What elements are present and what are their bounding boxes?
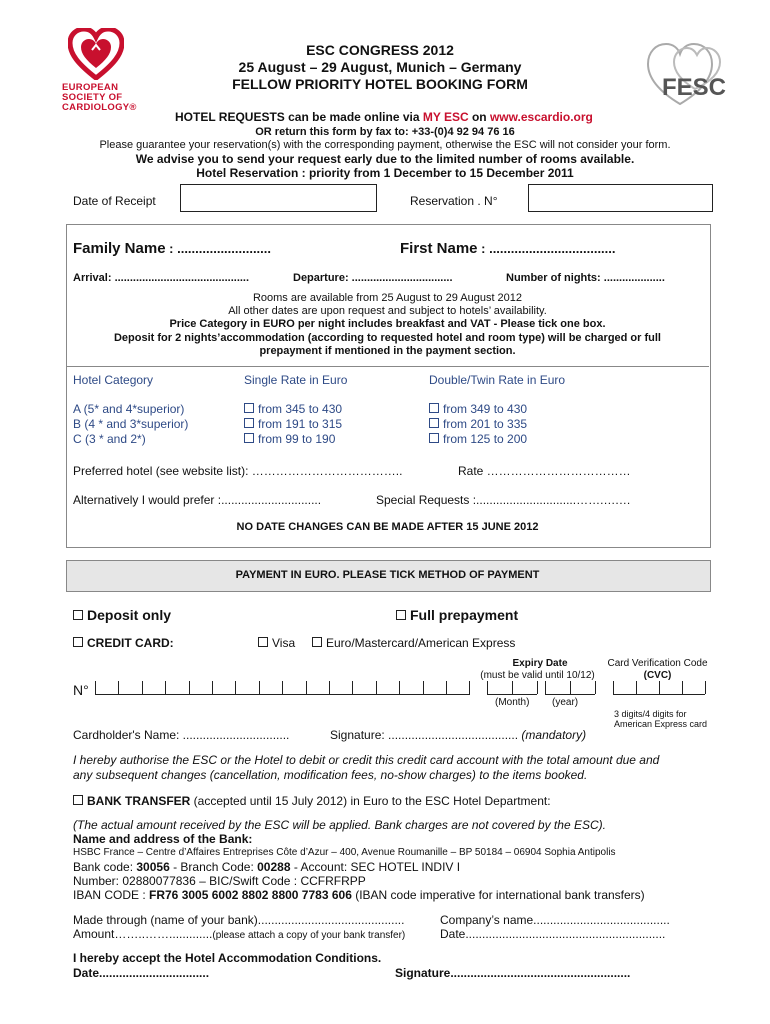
- digit-divider: [613, 681, 614, 694]
- checkbox-icon[interactable]: [244, 433, 254, 443]
- digit-divider: [235, 681, 236, 694]
- preferred-hotel-field[interactable]: Preferred hotel (see website list): ………………………………..: [73, 464, 403, 478]
- double-rate-c[interactable]: from 125 to 200: [429, 432, 527, 447]
- iban-line: IBAN CODE : FR76 3005 6002 8802 8800 7783 606 (IBAN code imperative for international bank transfers): [73, 888, 645, 902]
- bank-code-line: Bank code: 30056 - Branch Code: 00288 - Account: SEC HOTEL INDIV I: [73, 860, 461, 874]
- digit-divider: [512, 681, 513, 694]
- bank-address: HSBC France – Centre d’Affaires Entreprises Côte d’Azur – 400, Avenue Roumanille – BP 50184 – 06904 Sophia Antipolis: [73, 847, 616, 858]
- col-header-single: Single Rate in Euro: [244, 373, 348, 387]
- col-header-double: Double/Twin Rate in Euro: [429, 373, 566, 387]
- price-category: Price Category in EURO per night includes breakfast and VAT - Please tick one box.: [169, 318, 606, 330]
- arrival-field[interactable]: Arrival: ............................................: [73, 272, 250, 284]
- header-form-title: FELLOW PRIORITY HOTEL BOOKING FORM: [232, 76, 528, 92]
- digit-divider: [165, 681, 166, 694]
- digit-divider: [423, 681, 424, 694]
- card-number-label: N°: [73, 682, 89, 698]
- single-rate-a[interactable]: from 345 to 430: [244, 402, 342, 417]
- checkbox-icon[interactable]: [73, 637, 83, 647]
- cvc-field[interactable]: [613, 694, 705, 695]
- digit-divider: [376, 681, 377, 694]
- expiry-date-label: Expiry Date: [512, 658, 568, 669]
- payment-title: PAYMENT IN EURO. PLEASE TICK METHOD OF PAYMENT: [235, 569, 540, 581]
- signature-field[interactable]: Signature: ....................................... (mandatory): [330, 728, 587, 742]
- visa-option[interactable]: Visa: [258, 636, 295, 650]
- month-label: (Month): [495, 697, 530, 708]
- cvc-abbr: (CVC): [643, 670, 672, 681]
- digit-divider: [659, 681, 660, 694]
- digit-divider: [705, 681, 706, 694]
- nights-field[interactable]: Number of nights: ....................: [506, 272, 665, 284]
- accept-conditions: I hereby accept the Hotel Accommodation Conditions.: [73, 951, 382, 965]
- checkbox-icon[interactable]: [429, 403, 439, 413]
- guarantee-line: Please guarantee your reservation(s) with the corresponding payment, otherwise the ESC will not consider your form.: [99, 139, 671, 151]
- digit-divider: [212, 681, 213, 694]
- digit-divider: [329, 681, 330, 694]
- deposit-only-option[interactable]: Deposit only: [73, 607, 171, 623]
- year-label: (year): [552, 697, 579, 708]
- date-of-receipt-field[interactable]: [180, 184, 377, 212]
- bank-transfer-option[interactable]: BANK TRANSFER (accepted until 15 July 2012) in Euro to the ESC Hotel Department:: [73, 794, 551, 808]
- header-dates: 25 August – 29 August, Munich – Germany: [238, 59, 522, 75]
- checkbox-icon[interactable]: [73, 795, 83, 805]
- digit-divider: [469, 681, 470, 694]
- alternative-hotel-field[interactable]: Alternatively I would prefer :..............................: [73, 493, 322, 507]
- advise-line: We advise you to send your request early due to the limited number of rooms available.: [135, 152, 635, 166]
- checkbox-icon[interactable]: [429, 418, 439, 428]
- single-rate-b[interactable]: from 191 to 315: [244, 417, 342, 432]
- category-c: C (3 * and 2*): [73, 432, 146, 446]
- priority-line: Hotel Reservation : priority from 1 December to 15 December 2011: [196, 166, 574, 180]
- digit-divider: [306, 681, 307, 694]
- final-date-field[interactable]: Date.................................: [73, 966, 210, 980]
- authorise-line-1: I hereby authorise the ESC or the Hotel to debit or credit this credit card account with the total amount due and: [73, 753, 660, 767]
- expiry-month-field[interactable]: [487, 694, 537, 695]
- expiry-year-field[interactable]: [545, 694, 595, 695]
- authorise-line-2: any subsequent changes (cancellation, modification fees, no-show charges) to the items booked.: [73, 768, 588, 782]
- logo-text-line: SOCIETY OF: [62, 92, 123, 103]
- cardholder-name-field[interactable]: Cardholder's Name: ................................: [73, 728, 290, 742]
- double-rate-a[interactable]: from 349 to 430: [429, 402, 527, 417]
- fesc-text: FESC: [662, 74, 727, 101]
- logo-text-line: CARDIOLOGY®: [62, 102, 137, 113]
- digit-divider: [570, 681, 571, 694]
- my-esc-link[interactable]: MY ESC: [422, 110, 469, 124]
- digit-divider: [446, 681, 447, 694]
- checkbox-icon[interactable]: [258, 637, 268, 647]
- heart-logo-icon: [68, 28, 124, 80]
- digits-note-1: 3 digits/4 digits for: [614, 709, 687, 719]
- digit-divider: [636, 681, 637, 694]
- single-rate-c[interactable]: from 99 to 190: [244, 432, 342, 447]
- checkbox-icon[interactable]: [396, 610, 406, 620]
- category-b: B (4 * and 3*superior): [73, 417, 189, 431]
- digit-divider: [487, 681, 488, 694]
- col-header-category: Hotel Category: [73, 373, 154, 387]
- actual-amount-note: (The actual amount received by the ESC will be applied. Bank charges are not covered by the ESC).: [73, 818, 606, 832]
- transfer-date-field[interactable]: Date............................................................: [440, 927, 666, 941]
- mastercard-option[interactable]: Euro/Mastercard/American Express: [312, 636, 515, 650]
- no-date-change-notice: NO DATE CHANGES CAN BE MADE AFTER 15 JUNE 2012: [236, 521, 539, 533]
- final-signature-field[interactable]: Signature......................................................: [395, 966, 631, 980]
- double-rate-b[interactable]: from 201 to 335: [429, 417, 527, 432]
- category-a: A (5* and 4*superior): [73, 402, 185, 416]
- checkbox-icon[interactable]: [312, 637, 322, 647]
- fax-line: OR return this form by fax to: +33-(0)4 92 94 76 16: [255, 126, 515, 138]
- logo-text-line: EUROPEAN: [62, 82, 119, 93]
- digit-divider: [259, 681, 260, 694]
- other-dates: All other dates are upon request and subject to hotels’ availability.: [228, 305, 547, 317]
- cvc-label: Card Verification Code: [607, 658, 708, 669]
- reservation-no-field[interactable]: [528, 184, 713, 212]
- account-number-line: Number: 02880077836 – BIC/Swift Code : CCFRFRPP: [73, 874, 366, 888]
- esc-logo: [62, 28, 152, 118]
- expiry-note: (must be valid until 10/12): [480, 670, 595, 681]
- full-prepayment-option[interactable]: Full prepayment: [396, 607, 518, 623]
- date-of-receipt-label: Date of Receipt: [73, 194, 156, 208]
- digit-divider: [282, 681, 283, 694]
- escardio-link[interactable]: www.escardio.org: [489, 110, 593, 124]
- departure-field[interactable]: Departure: .................................: [293, 272, 453, 284]
- digit-divider: [537, 681, 538, 694]
- checkbox-icon[interactable]: [429, 433, 439, 443]
- checkbox-icon[interactable]: [244, 403, 254, 413]
- made-through-field[interactable]: Made through (name of your bank)............................................: [73, 913, 405, 927]
- checkbox-icon[interactable]: [244, 418, 254, 428]
- table-divider: [66, 366, 709, 367]
- digit-divider: [352, 681, 353, 694]
- digits-note-2: American Express card: [614, 719, 708, 729]
- digit-divider: [95, 681, 96, 694]
- checkbox-icon[interactable]: [73, 610, 83, 620]
- digit-divider: [595, 681, 596, 694]
- rooms-available: Rooms are available from 25 August to 29 August 2012: [252, 292, 523, 304]
- company-name-field[interactable]: Company’s name.........................................: [440, 913, 670, 927]
- amount-field[interactable]: Amount……..…….............(please attach a copy of your bank transfer): [73, 927, 406, 941]
- digit-divider: [682, 681, 683, 694]
- digit-divider: [142, 681, 143, 694]
- online-request-line: HOTEL REQUESTS can be made online via MY ESC on www.escardio.org: [175, 110, 593, 124]
- digit-divider: [189, 681, 190, 694]
- header-title: ESC CONGRESS 2012: [306, 42, 454, 58]
- family-name-row[interactable]: Family Name : ..........................: [73, 240, 272, 257]
- fesc-logo: [640, 34, 735, 114]
- rate-field[interactable]: Rate ………………………………: [458, 464, 631, 478]
- reservation-no-label: Reservation . N°: [410, 194, 498, 208]
- special-requests-field[interactable]: Special Requests :..............................…….….…: [376, 493, 631, 507]
- deposit-line-2: prepayment if mentioned in the payment section.: [259, 345, 516, 357]
- credit-card-option[interactable]: CREDIT CARD:: [73, 636, 174, 650]
- deposit-line-1: Deposit for 2 nights’accommodation (according to requested hotel and room type) will be charged or full: [113, 332, 661, 344]
- digit-divider: [118, 681, 119, 694]
- first-name-row[interactable]: First Name : ...................................: [400, 240, 616, 257]
- card-number-field[interactable]: [95, 694, 470, 695]
- digit-divider: [399, 681, 400, 694]
- digit-divider: [545, 681, 546, 694]
- bank-name-title: Name and address of the Bank:: [73, 832, 253, 846]
